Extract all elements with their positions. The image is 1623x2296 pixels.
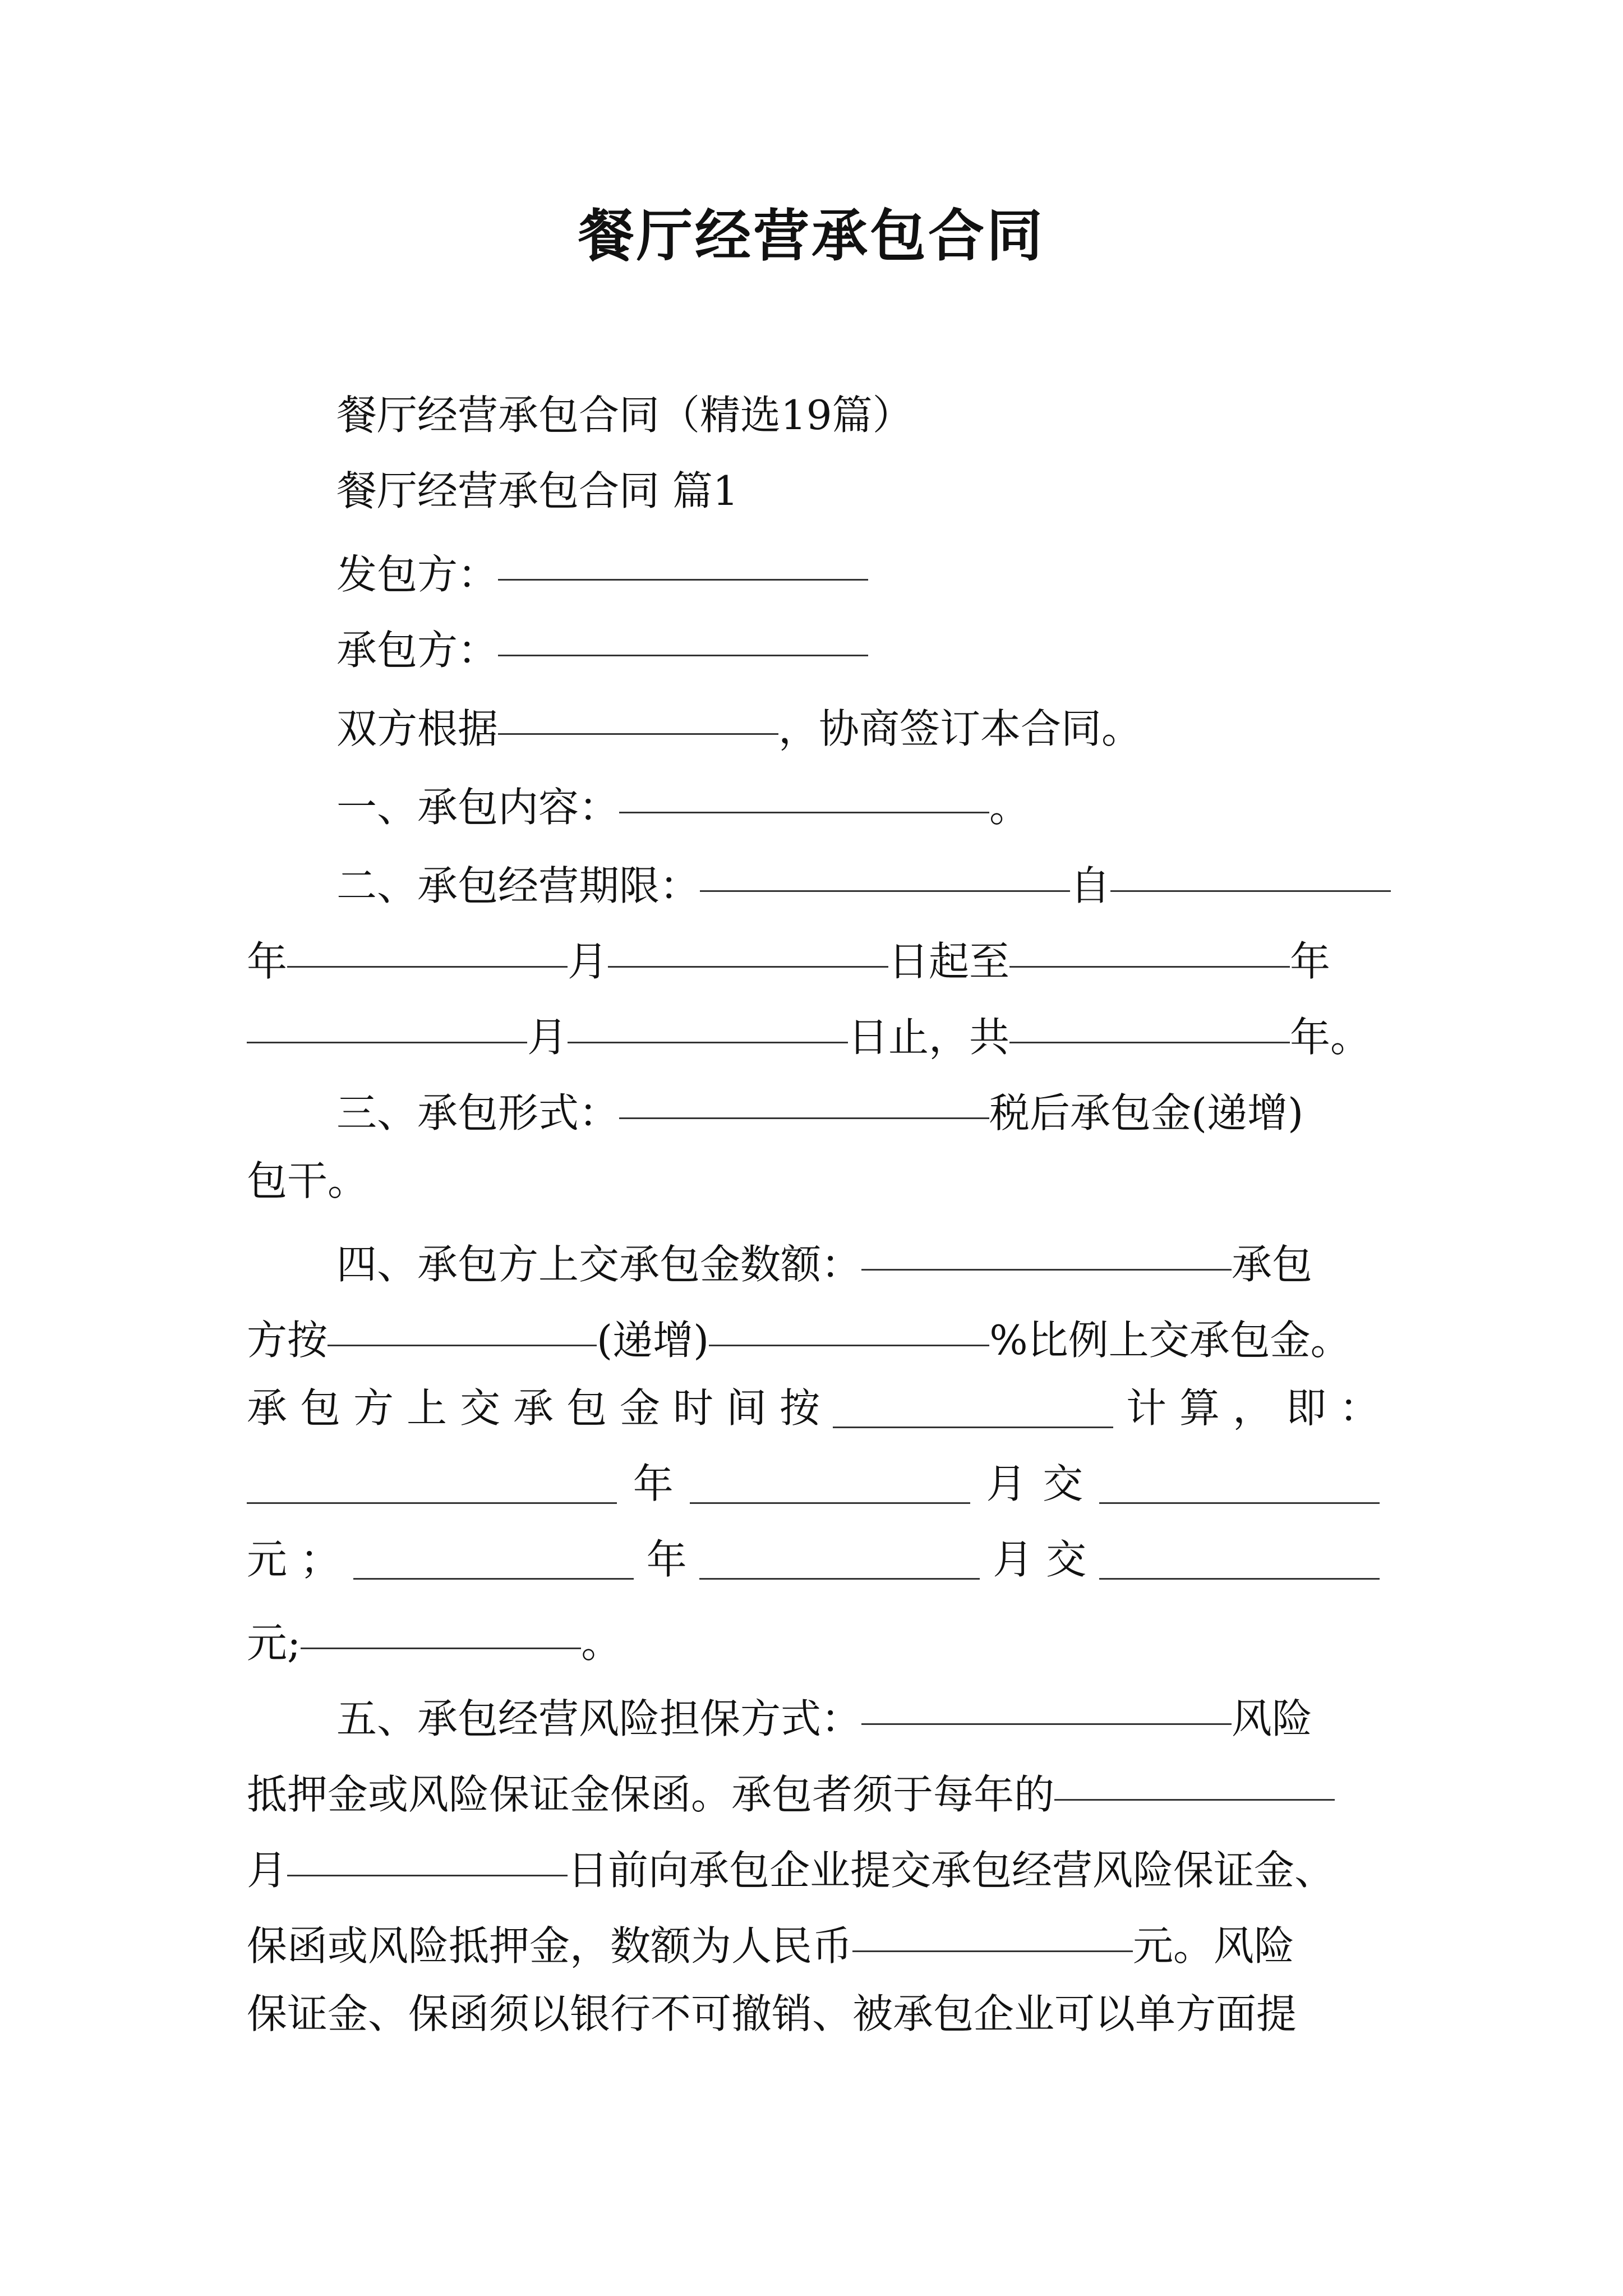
clause4-l3-char: 金 [620, 1384, 661, 1432]
clause4-period: 。 [581, 1619, 622, 1667]
clause4-l2a: 方按 [247, 1317, 328, 1364]
clause4-l3-char: ， [1232, 1384, 1273, 1432]
clause4-yuan-blank [301, 1607, 581, 1649]
clause2-blank-c [1009, 926, 1290, 968]
basis-line [336, 693, 1142, 752]
clause4-year: 年 [646, 1536, 687, 1583]
clause4-rate-blank [328, 1304, 597, 1346]
clause4-line1 [336, 1228, 1313, 1288]
party-a-blank [498, 539, 868, 581]
subtitle: 餐厅经营承包合同（精选19篇） [336, 392, 913, 439]
clause5-tail: 风险 [1232, 1695, 1313, 1742]
clause2-years-end: 年。 [1290, 1014, 1371, 1061]
clause5-line2 [247, 1759, 1335, 1818]
clause1-line [336, 771, 1030, 831]
clause4-pay-blank-2 [1099, 1538, 1380, 1580]
clause4-line3 [247, 1380, 1380, 1436]
clause4-l3-char: 承 [247, 1384, 288, 1432]
clause3-tail: 税后承包金(递增) [989, 1089, 1304, 1137]
clause4-month-blank-1 [690, 1462, 970, 1504]
party-b-line [336, 614, 868, 674]
party-b-blank [498, 614, 868, 656]
clause4-l3-char: 包 [566, 1384, 607, 1432]
clause4-l3-char: 时 [673, 1384, 714, 1432]
clause2-line1 [336, 850, 1391, 909]
part-heading: 餐厅经营承包合同 篇1 [336, 467, 739, 514]
clause4-pay: 交 [1043, 1460, 1083, 1507]
clause2-blank-d [247, 1001, 527, 1043]
basis-suffix: ，协商签订本合同。 [778, 705, 1142, 752]
clause2-blank-a [287, 926, 568, 968]
clause4-pay-blank-1 [1099, 1462, 1380, 1504]
clause4-l3-char: 承 [513, 1384, 554, 1432]
clause2-blank-b [608, 926, 888, 968]
clause5-blank [861, 1683, 1232, 1725]
party-b-label: 承包方： [336, 627, 499, 674]
clause4-percent-blank [709, 1304, 989, 1346]
basis-prefix: 双方根据 [336, 705, 499, 752]
clause2-label: 二、承包经营期限： [336, 862, 700, 909]
document-title: 餐厅经营承包合同 [578, 203, 1045, 269]
clause4-month: 月 [986, 1460, 1027, 1507]
clause2-day-end: 日止，共 [848, 1014, 1010, 1061]
clause5-line4 [247, 1910, 1295, 1970]
clause4-line6 [247, 1607, 622, 1667]
clause4-amount-blank [861, 1228, 1232, 1271]
clause3-label: 三、承包形式： [336, 1089, 620, 1137]
clause5-line3 [247, 1834, 1335, 1894]
clause4-year-blank-2 [353, 1538, 634, 1580]
clause2-month-2: 月 [527, 1014, 568, 1061]
clause5-l4a: 保函或风险抵押金，数额为人民币 [247, 1922, 853, 1970]
clause4-label: 四、承包方上交承包金数额： [336, 1241, 862, 1288]
clause4-semicolon: ； [299, 1536, 340, 1583]
clause3-line1 [336, 1077, 1304, 1137]
clause2-year-1: 年 [247, 938, 288, 985]
clause4-l3-char: 交 [460, 1384, 501, 1432]
clause2-from-blank [1110, 850, 1391, 892]
clause2-day-to: 日起至 [888, 938, 1010, 985]
clause5-l3a: 月 [247, 1847, 288, 1894]
clause5-day-blank [287, 1834, 568, 1876]
clause4-l3-char: ： [1339, 1384, 1380, 1432]
clause2-line2 [247, 926, 1331, 985]
party-a-line [336, 539, 868, 598]
clause5-l3b: 日前向承包企业提交承包经营风险保证金、 [568, 1847, 1335, 1894]
clause4-tail: 承包 [1232, 1241, 1313, 1288]
clause4-l3-char: 上 [407, 1384, 448, 1432]
clause4-year-blank-1 [247, 1462, 617, 1504]
clause4-l3-char: 方 [353, 1384, 394, 1432]
clause5-line1 [336, 1683, 1313, 1742]
clause4-l3-char: 算 [1179, 1384, 1220, 1432]
clause4-month-blank-2 [699, 1538, 980, 1580]
clause2-line3 [247, 1001, 1371, 1061]
clause5-line5: 保证金、保函须以银行不可撤销、被承包企业可以单方面提 [247, 1990, 1297, 2037]
clause1-end: 。 [989, 784, 1030, 831]
clause1-blank [619, 771, 989, 813]
clause4-line5 [247, 1531, 1380, 1588]
clause4-year: 年 [633, 1460, 674, 1507]
clause4-l3-char: 计 [1126, 1384, 1166, 1432]
clause4-yuan: 元 [247, 1536, 288, 1583]
clause4-l3-char: 即 [1285, 1384, 1326, 1432]
clause5-month-blank [1054, 1759, 1335, 1801]
clause2-blank-e [568, 1001, 848, 1043]
clause5-label: 五、承包经营风险担保方式： [336, 1695, 862, 1742]
clause5-amount-blank [852, 1910, 1133, 1952]
clause2-year-2: 年 [1290, 938, 1331, 985]
clause4-time-blank [833, 1386, 1113, 1428]
clause2-blank-f [1009, 1001, 1290, 1043]
clause1-label: 一、承包内容： [336, 784, 620, 831]
clause4-line4 [247, 1456, 1380, 1512]
clause3-blank [619, 1077, 989, 1119]
clause3-line2: 包干。 [247, 1157, 368, 1204]
clause4-l3-char: 按 [780, 1384, 820, 1432]
basis-blank [498, 693, 778, 735]
party-a-label: 发包方： [336, 551, 499, 598]
clause5-l4b: 元。风险 [1133, 1922, 1295, 1970]
clause2-term-blank [700, 850, 1070, 892]
clause4-month: 月 [993, 1536, 1034, 1583]
clause4-l3-char: 包 [300, 1384, 341, 1432]
clause4-yuan-semi: 元; [247, 1619, 301, 1667]
clause2-month-1: 月 [568, 938, 608, 985]
clause4-l2c: %比例上交承包金。 [989, 1317, 1351, 1364]
clause4-l3-char: 间 [726, 1384, 767, 1432]
clause4-pay: 交 [1046, 1536, 1087, 1583]
clause4-l2b: (递增) [597, 1317, 709, 1364]
clause4-line2 [247, 1304, 1351, 1364]
clause5-l2-text: 抵押金或风险保证金保函。承包者须于每年的 [247, 1771, 1055, 1818]
clause2-from: 自 [1070, 862, 1111, 909]
